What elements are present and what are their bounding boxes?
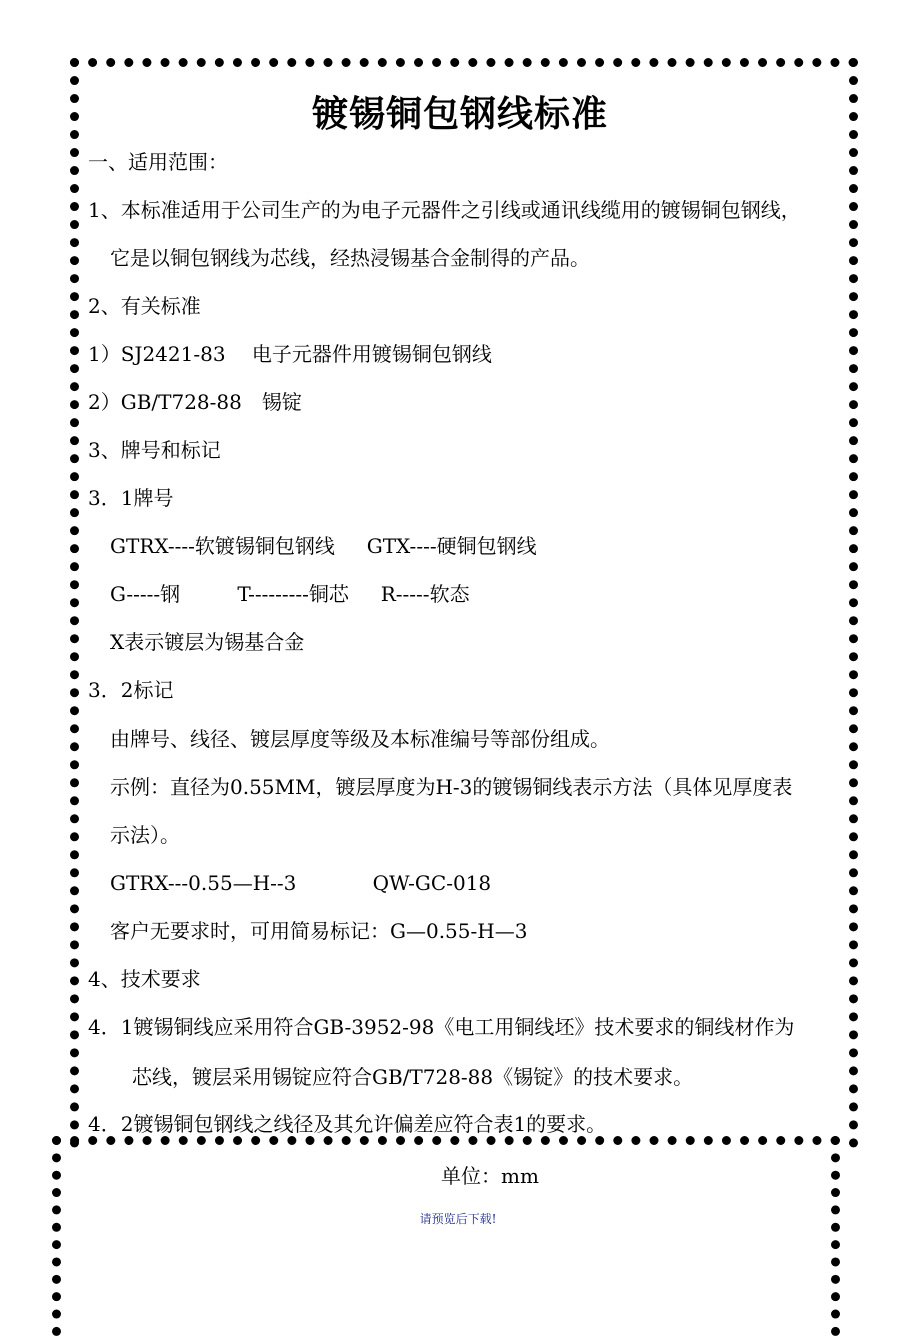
paragraph-line: 示例：直径为0.55MM，镀层厚度为H-3的镀锡铜线表示方法（具体见厚度表: [110, 775, 793, 799]
grade-line: G-----钢 T---------铜芯 R-----软态: [110, 582, 470, 606]
paragraph-line: 4．1镀锡铜线应采用符合GB-3952-98《电工用铜线坯》技术要求的铜线材作为: [88, 1015, 795, 1039]
section-heading: 3、牌号和标记: [88, 438, 221, 462]
paragraph-line: 芯线，镀层采用锡锭应符合GB/T728-88《锡锭》的技术要求。: [132, 1065, 694, 1089]
standard-item: 1）SJ2421-83 电子元器件用镀锡铜包钢线: [88, 342, 492, 366]
paragraph-line: 示法）。: [110, 823, 180, 847]
paragraph-line: 4．2镀锡铜包钢线之线径及其允许偏差应符合表1的要求。: [88, 1112, 607, 1136]
standard-item: 2）GB/T728-88 锡锭: [88, 390, 302, 414]
paragraph-line: 它是以铜包钢线为芯线，经热浸锡基合金制得的产品。: [110, 246, 590, 270]
subsection-heading: 3．2标记: [88, 678, 174, 702]
document-title: 镀锡铜包钢线标准: [311, 93, 608, 135]
example-marking: GTRX---0.55—H--3 QW-GC-018: [110, 871, 492, 895]
paragraph-line: 客户无要求时，可用简易标记：G—0.55-H—3: [110, 919, 528, 943]
grade-line: X表示镀层为锡基合金: [110, 630, 305, 654]
section-heading: 一、适用范围：: [88, 150, 228, 174]
unit-label: 单位：mm: [441, 1164, 539, 1188]
paragraph-line: 由牌号、线径、镀层厚度等级及本标准编号等部份组成。: [110, 727, 610, 751]
footer-note: 请预览后下载!: [419, 1212, 497, 1226]
grade-line: GTRX----软镀锡铜包钢线 GTX----硬铜包钢线: [110, 534, 537, 558]
subsection-heading: 3．1牌号: [88, 486, 174, 510]
section-heading: 2、有关标准: [88, 294, 201, 318]
paragraph-line: 1、本标准适用于公司生产的为电子元器件之引线或通讯线缆用的镀锡铜包钢线，: [88, 198, 801, 222]
section-heading: 4、技术要求: [88, 967, 201, 991]
